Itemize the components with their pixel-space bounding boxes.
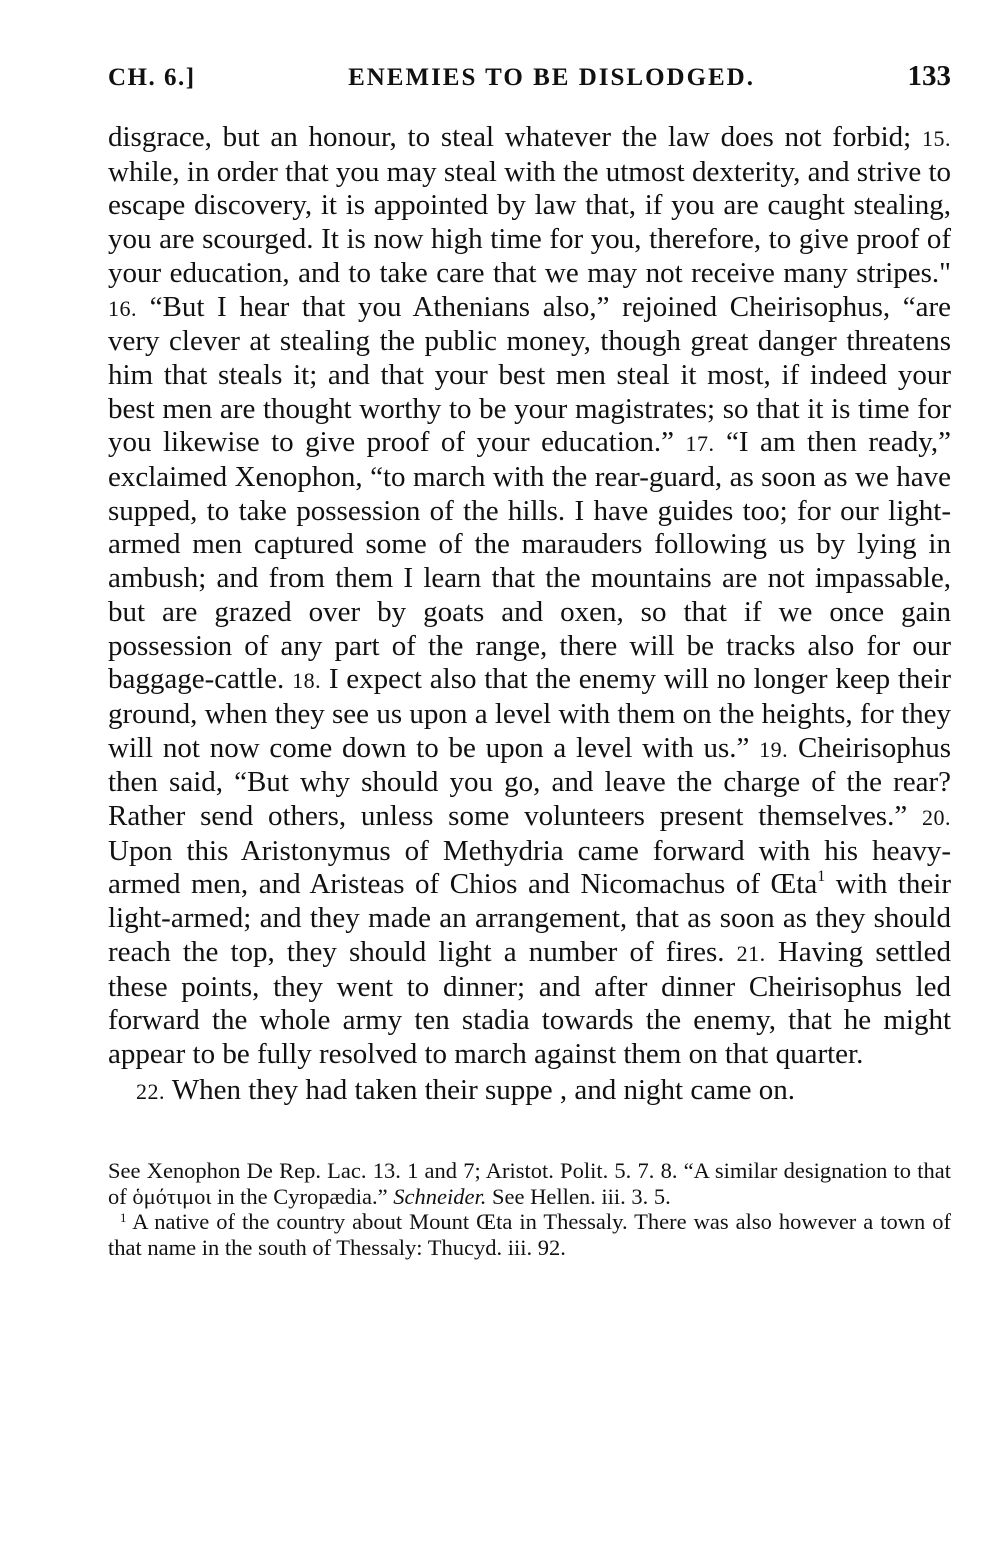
text-segment: Cheirisophus then said, “But why should you go, and leave the charge of the rear? Rather send others, unless some volunteers present themselves.” bbox=[108, 731, 951, 833]
text-segment: disgrace, but an honour, to steal whatever the law does not forbid; bbox=[108, 121, 912, 153]
text-segment: “I am then ready,” exclaimed Xenophon, “to march with the rear-guard, as soon as we have supped, to take possession of the hills. I have guides too; for our light-armed men captured some of the marauders following us by lying in ambush; and from them I learn that the mountains are not impassable, but are grazed over by goats and oxen, so that if we once gain possession of any part of the range, there will be tracks also for our baggage-cattle. bbox=[108, 426, 952, 696]
page-number: 133 bbox=[907, 60, 951, 92]
closing-paragraph bbox=[108, 1074, 951, 1109]
text-segment: Having settled these points, they went to dinner; and after dinner Cheirisophus led forward the whole army ten stadia towards the enemy, that he might appear to be fully resolved to march against them on that quarter. bbox=[108, 935, 952, 1070]
section-number: 15. bbox=[922, 126, 951, 151]
footnote-marker: 1 bbox=[120, 1210, 127, 1226]
footnotes bbox=[108, 1158, 951, 1260]
chapter-label: CH. 6.] bbox=[108, 64, 196, 91]
footnote-text: See Hellen. iii. 3. 5. bbox=[491, 1183, 671, 1209]
main-paragraph bbox=[108, 121, 951, 1072]
book-page bbox=[108, 60, 951, 1260]
text-segment: “But I hear that you Athenians also,” rejoined Cheirisophus, “are very clever at stealing the public money, though great danger threatens him that steals it; and that your best men steal it most, if indeed your best men are thought worthy to be your magistrates; so that it is time for you likewise to give proof of your education.” bbox=[108, 290, 952, 459]
text-segment: When they had taken their suppe , and night came on. bbox=[171, 1073, 796, 1106]
section-number: 21. bbox=[736, 940, 766, 966]
footnote-text: See Xenophon De Rep. Lac. 13. 1 and 7; Aristot. Polit. 5. 7. 8. “A similar designation to that of ὁμότιμοι in the Cyropædia.” bbox=[108, 1158, 951, 1209]
section-number: 17. bbox=[685, 431, 715, 457]
footnote-author: Schneider. bbox=[393, 1183, 487, 1209]
section-number: 22. bbox=[136, 1078, 165, 1104]
text-segment: with their light-armed; and they made an arrangement, that as soon as they should reach the top, they should light a number of fires. bbox=[108, 868, 952, 968]
text-segment: while, in order that you may steal with the utmost dexterity, and strive to escape discovery, it is appointed by law that, if you are caught stealing, you are scourged. It is now high time for you, therefore, to give proof of your education, and to take care that we may not receive many stripes." bbox=[108, 155, 951, 289]
running-head bbox=[108, 60, 951, 93]
section-number: 19. bbox=[759, 736, 789, 762]
footnote-text: A native of the country about Mount Œta in Thessaly. There was also however a town of that name in the south of Thessaly: Thucyd. iii. 92. bbox=[108, 1209, 951, 1260]
footnote bbox=[108, 1209, 951, 1260]
text-segment: I expect also that the enemy will no longer keep their ground, when they see us upon a level with them on the heights, for they will not now come down to be upon a level with us.” bbox=[108, 663, 951, 764]
text-segment: Upon this Aristonymus of Methydria came forward with his heavy-armed men, and Aristeas of Chios and Nicomachus of Œta bbox=[108, 834, 951, 901]
footnote bbox=[108, 1158, 951, 1209]
section-number: 20. bbox=[922, 805, 951, 831]
section-number: 18. bbox=[292, 668, 322, 694]
footnote-marker: 1 bbox=[817, 868, 826, 886]
section-number: 16. bbox=[108, 295, 137, 321]
page-title: ENEMIES TO BE DISLODGED. bbox=[348, 64, 755, 91]
